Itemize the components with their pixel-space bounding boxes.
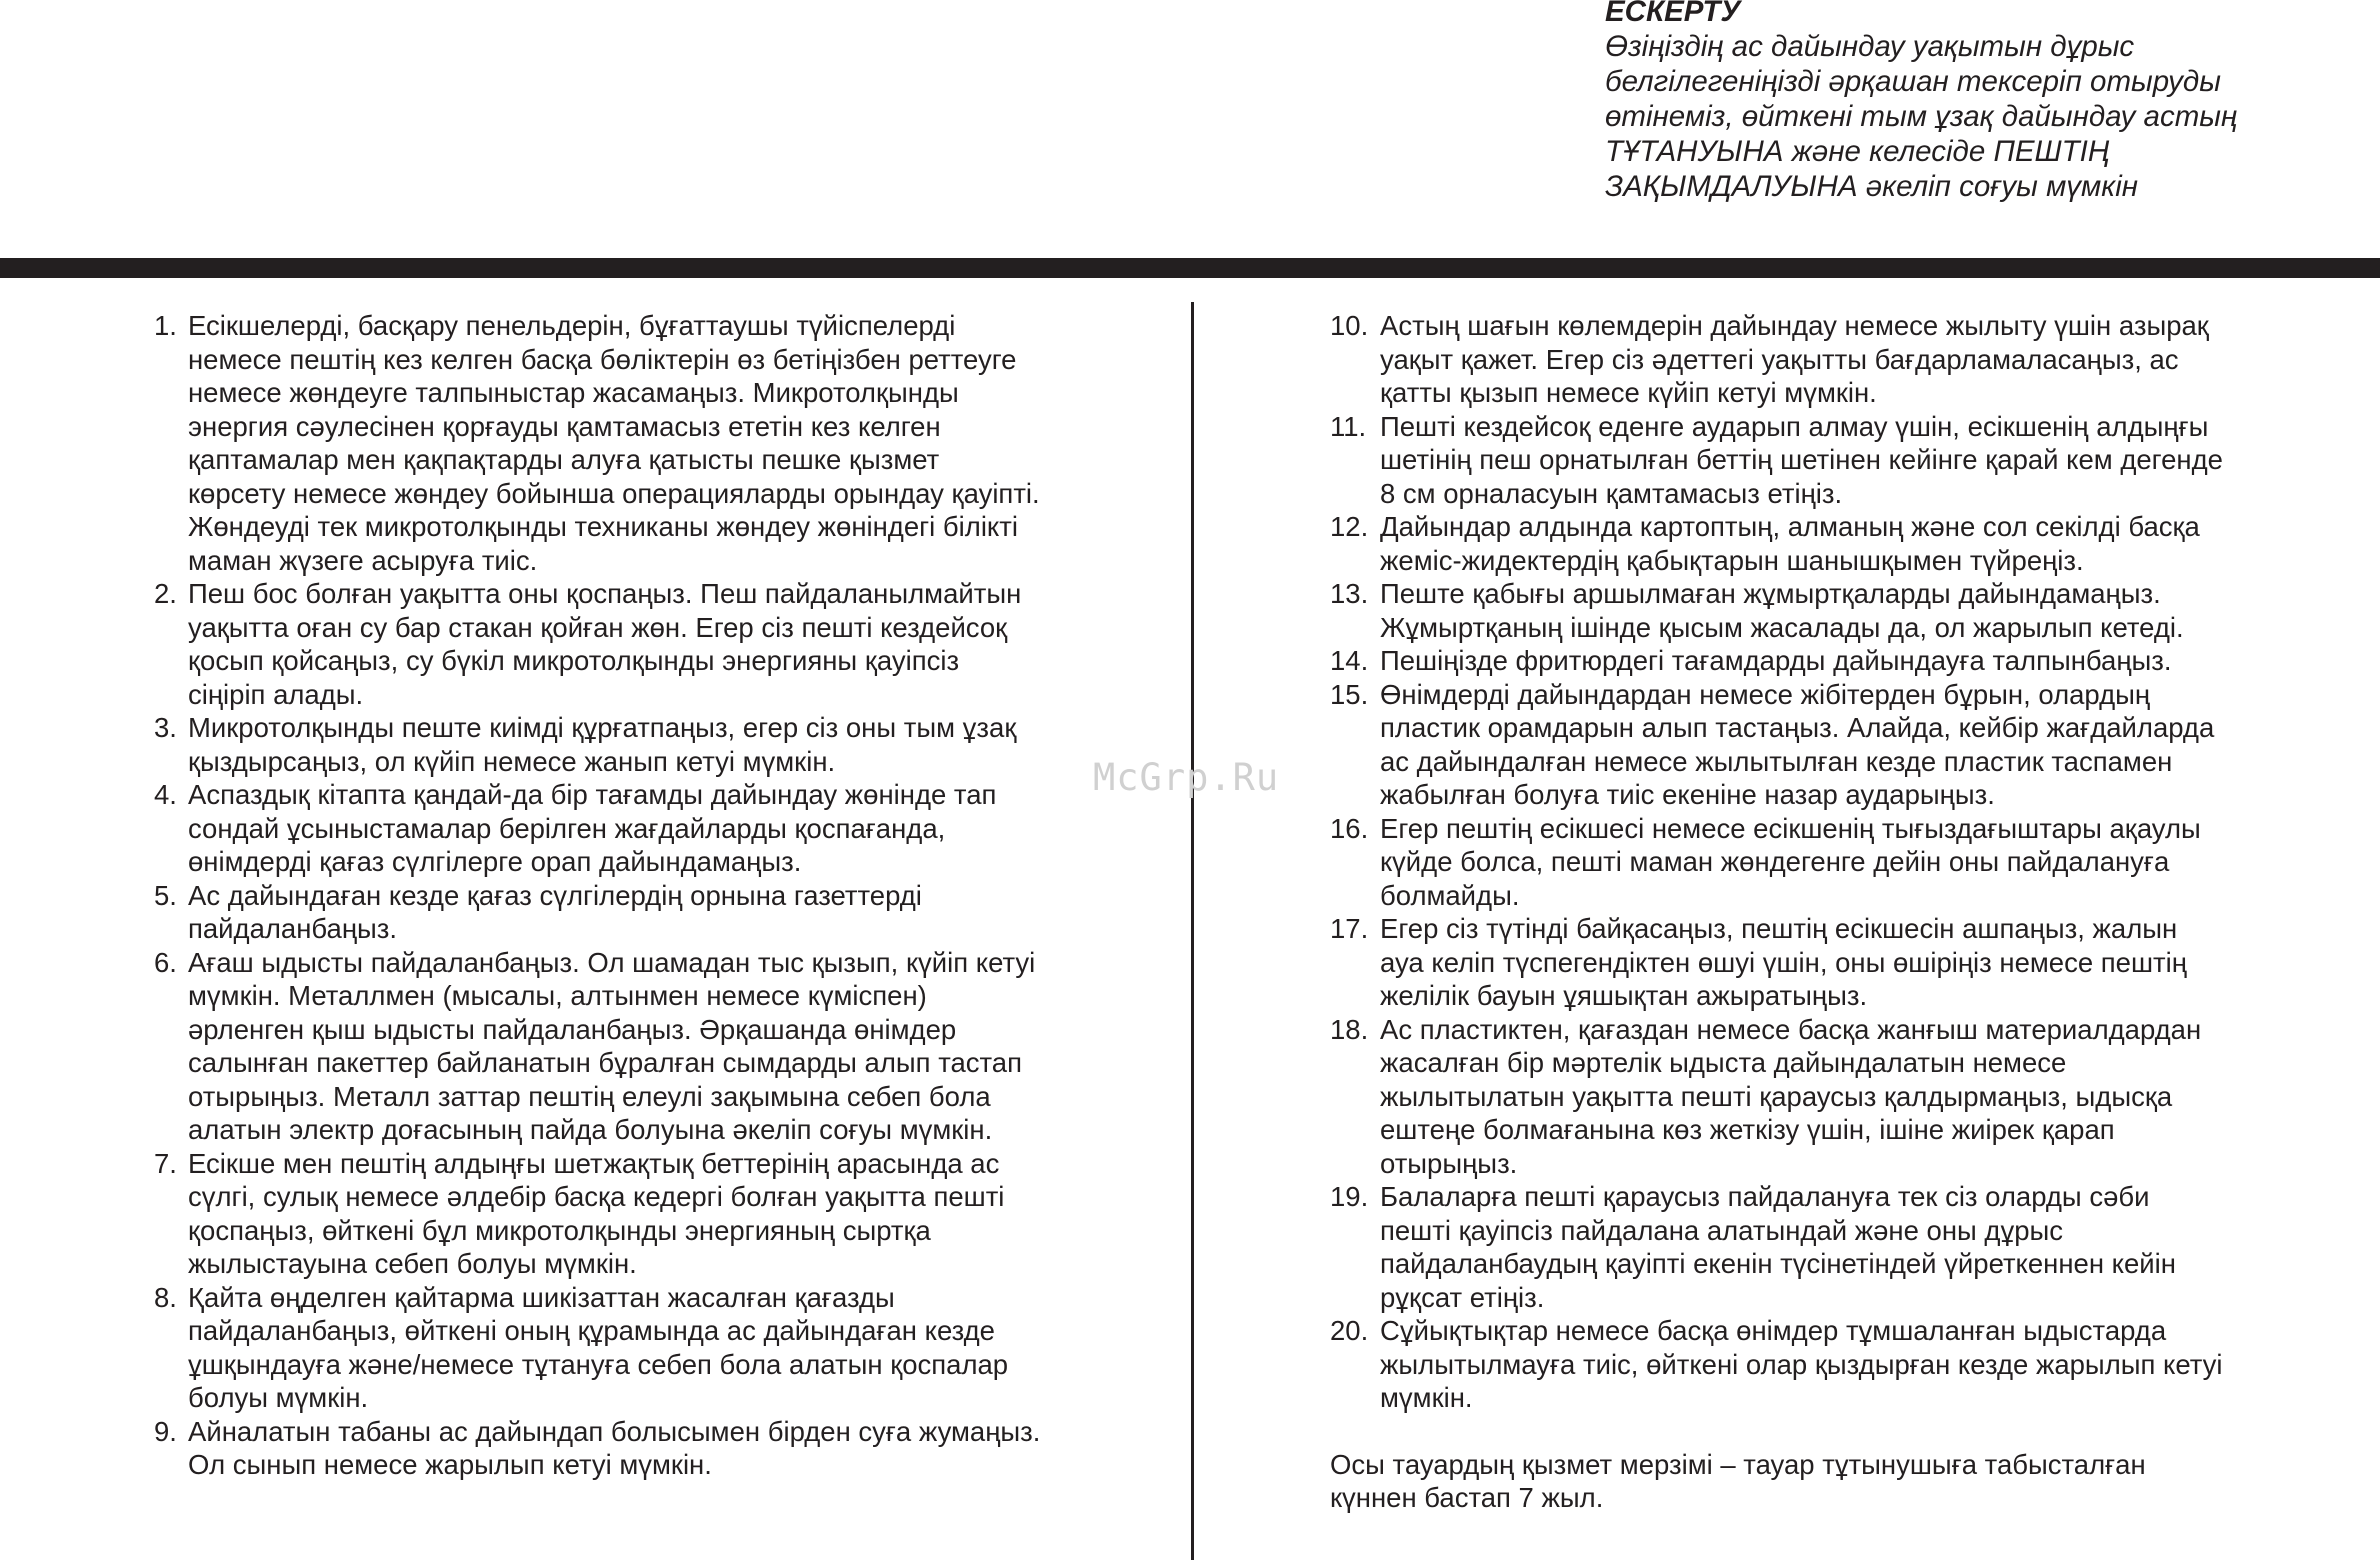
item-line: ештеңе болмағанына көз жеткізу үшін, ішіне жиірек қарап (1380, 1114, 2115, 1145)
list-item (1330, 410, 2305, 511)
item-line: Қайта өңделген қайтарма шикізаттан жасалған қағазды (188, 1281, 895, 1313)
item-line: әрленген қыш ыдысты пайдаланбаңыз. Әрқашанда өнімдер (188, 1013, 957, 1045)
item-line: жылытылатын уақытта пешті қараусыз қалдырмаңыз, ыдысқа (1380, 1080, 2173, 1112)
item-line: көрсету немесе жөндеу бойынша операцияларды орындау қауіпті. (188, 477, 1040, 509)
item-line: шетінің пеш орнатылған беттің шетінен кейінге қарай кем дегенде (1380, 444, 2223, 475)
item-line: сіңіріп алады. (188, 678, 364, 710)
item-line: Айналатын табаны ас дайындап болысымен бірден суға жумаңыз. (188, 1415, 1041, 1447)
item-line: желілік бауын ұяшықтан ажыратыңыз. (1380, 980, 1868, 1011)
list-item (1330, 309, 2305, 410)
list-item (154, 879, 1144, 946)
item-line: Егер сіз түтінді байқасаңыз, пештің есікшесін ашпаңыз, жалын (1380, 913, 2178, 944)
item-line: Пеш бос болған уақытта оны қоспаңыз. Пеш пайдаланылмайтын (188, 578, 1022, 609)
item-line: қоспаңыз, өйткені бұл микротолқынды энергияның сыртқа (188, 1214, 931, 1246)
list-item (154, 577, 1144, 711)
watermark: McGrp.Ru (1093, 756, 1280, 799)
item-number: 4. (154, 779, 177, 810)
column-divider (1191, 302, 1194, 1560)
left-column (154, 309, 1144, 1482)
item-line: Пеште қабығы аршылмаған жұмыртқаларды дайындамаңыз. (1380, 578, 2161, 609)
item-line: жылыстауына себеп болуы мүмкін. (188, 1248, 637, 1279)
item-line: жеміс-жидектердің қабықтарын шанышқымен түйреңіз. (1380, 544, 2084, 576)
item-line: мүмкін. (1380, 1382, 1473, 1413)
item-line: Егер пештің есікшесі немесе есікшенің тығыздағыштары ақаулы (1380, 812, 2201, 844)
list-item (1330, 510, 2305, 577)
item-number: 18. (1330, 1013, 1369, 1045)
item-line: Есікше мен пештің алдыңғы шетжақтық беттерінің арасында ас (188, 1147, 1000, 1179)
right-column (1330, 309, 2305, 1515)
item-number: 15. (1330, 678, 1369, 710)
footer-line: күннен бастап 7 жыл. (1330, 1482, 1604, 1513)
item-number: 6. (154, 946, 177, 978)
item-number: 9. (154, 1415, 177, 1447)
item-number: 3. (154, 712, 177, 743)
item-line: Өнімдерді дайындардан немесе жібітерден бұрын, олардың (1380, 678, 2151, 710)
item-number: 13. (1330, 578, 1369, 609)
item-line: Жөндеуді тек микротолқынды техниканы жөндеу жөніндегі білікті (188, 511, 1018, 542)
item-line: Есікшелерді, басқару пенельдерін, бұғаттаушы түйіспелерді (188, 310, 956, 341)
item-line: сондай ұсыныстамалар берілген жағдайларды қоспағанда, (188, 812, 946, 844)
list-item (154, 1281, 1144, 1415)
item-line: уақыт қажет. Егер сіз әдеттегі уақытты бағдарламаласаңыз, ас (1380, 343, 2179, 375)
item-line: қаптамалар мен қақпақтарды алуға қатысты пешке қызмет (188, 444, 940, 475)
item-line: жасалған бір мәртелік ыдыста дайындалатын немесе (1380, 1047, 2067, 1078)
list-item (1330, 1180, 2305, 1314)
item-line: Микротолқынды пеште киімді құрғатпаңыз, егер сіз оны тым ұзақ (188, 712, 1017, 743)
item-line: маман жүзеге асыруға тиіс. (188, 544, 538, 576)
item-line: қатты қызып немесе күйіп кетуі мүмкін. (1380, 377, 1877, 408)
list-item (1330, 678, 2305, 812)
item-line: энергия сәулесінен қорғауды қамтамасыз ететін кез келген (188, 410, 941, 442)
footer-line: Осы тауардың қызмет мерзімі – тауар тұтынушыға табысталған (1330, 1448, 2146, 1480)
item-number: 12. (1330, 511, 1369, 542)
item-line: немесе пештің кез келген басқа бөліктерін өз бетіңізбен реттеуге (188, 343, 1017, 375)
item-number: 19. (1330, 1181, 1369, 1212)
item-line: Балаларға пешті қараусыз пайдалануға тек сіз оларды сәби (1380, 1181, 2150, 1212)
item-line: пайдаланбаңыз. (188, 913, 398, 944)
item-line: Пешті кездейсоқ еденге аударып алмау үшін, есікшенің алдыңғы (1380, 410, 2209, 442)
item-line: өнімдерді қағаз сүлгілерге орап дайындамаңыз. (188, 846, 802, 877)
warning-line: ЗАҚЫМДАЛУЫНА әкеліп соғуы мүмкін (1605, 170, 2138, 203)
item-line: салынған пакеттер байланатын бұралған сымдарды алып тастап (188, 1047, 1022, 1078)
item-line: Сұйықтықтар немесе басқа өнімдер тұмшаланған ыдыстарда (1380, 1315, 2167, 1346)
item-line: болмайды. (1380, 879, 1520, 911)
list-item (1330, 1013, 2305, 1181)
item-line: пешті қауіпсіз пайдалана алатындай және оны дұрыс (1380, 1214, 2064, 1246)
list-item (154, 1147, 1144, 1281)
item-number: 7. (154, 1147, 177, 1179)
item-number: 16. (1330, 812, 1369, 844)
item-line: қосып қойсаңыз, су бүкіл микротолқынды энергияны қауіпсіз (188, 645, 960, 676)
warning-note (1605, 0, 2345, 204)
list-item (1330, 912, 2305, 1013)
item-line: ас дайындалған немесе жылытылған кезде пластик таспамен (1380, 745, 2173, 777)
warning-title: ЕСКЕРТУ (1605, 0, 1741, 28)
item-line: қыздырсаңыз, ол күйіп немесе жанып кетуі мүмкін. (188, 745, 836, 777)
item-line: Дайындар алдында картоптың, алманың және сол секілді басқа (1380, 511, 2200, 542)
item-line: мүмкін. Металлмен (мысалы, алтынмен немесе күміспен) (188, 980, 927, 1011)
list-item (154, 778, 1144, 879)
list-item (154, 946, 1144, 1147)
item-line: 8 см орналасуын қамтамасыз етіңіз. (1380, 477, 1843, 509)
item-line: Ас дайындаған кезде қағаз сүлгілердің орнына газеттерді (188, 879, 922, 911)
warning-line: өтінеміз, өйткені тым ұзақ дайындау астың (1605, 100, 2238, 133)
list-item (154, 711, 1144, 778)
item-line: Аспаздық кітапта қандай-да бір тағамды дайындау жөнінде тап (188, 779, 997, 810)
list-item (154, 1415, 1144, 1482)
item-line: күйде болса, пешті маман жөндегенге дейін оны пайдалануға (1380, 846, 2170, 877)
item-line: немесе жөндеуге талпыныстар жасамаңыз. Микротолқынды (188, 377, 959, 408)
warning-line: ТҰТАНУЫНА және келесіде ПЕШТІҢ (1605, 135, 2110, 168)
warning-line: белгілегеніңізді әрқашан тексеріп отыруды (1605, 65, 2221, 98)
item-line: Ағаш ыдысты пайдаланбаңыз. Ол шамадан тыс қызып, күйіп кетуі (188, 946, 1036, 978)
item-line: жылытылмауға тиіс, өйткені олар қыздырған кезде жарылып кетуі (1380, 1348, 2223, 1380)
item-line: рұқсат етіңіз. (1380, 1281, 1545, 1313)
item-number: 8. (154, 1281, 177, 1313)
warning-line: Өзіңіздің ас дайындау уақытын дұрыс (1605, 30, 2135, 63)
item-line: Ол сынып немесе жарылып кетуі мүмкін. (188, 1449, 712, 1480)
list-item (1330, 812, 2305, 913)
list-item (1330, 644, 2305, 678)
item-line: отырыңыз. (1380, 1147, 1518, 1179)
item-line: уақытта оған су бар стакан қойған жөн. Егер сіз пешті кездейсоқ (188, 611, 1008, 643)
item-number: 14. (1330, 645, 1369, 676)
item-line: алатын электр доғасының пайда болуына әкеліп соғуы мүмкін. (188, 1114, 993, 1145)
item-line: Ас пластиктен, қағаздан немесе басқа жанғыш материалдардан (1380, 1013, 2202, 1045)
list-item (1330, 1314, 2305, 1415)
item-line: пайдаланбаңыз, өйткені оның құрамында ас дайындаған кезде (188, 1315, 995, 1346)
right-items-list (1330, 309, 2305, 1415)
item-number: 5. (154, 879, 177, 911)
item-number: 20. (1330, 1315, 1369, 1346)
item-number: 17. (1330, 913, 1369, 944)
list-item (154, 309, 1144, 577)
item-line: пайдаланбаудың қауіпті екенін түсінетіндей үйреткеннен кейін (1380, 1248, 2176, 1279)
item-line: ұшқындауға және/немесе тұтануға себеп бола алатын қоспалар (188, 1348, 1009, 1380)
item-line: сүлгі, сулық немесе әлдебір басқа кедергі болған уақытта пешті (188, 1181, 1005, 1212)
item-number: 2. (154, 578, 177, 609)
item-line: отырыңыз. Металл заттар пештің елеулі зақымына себеп бола (188, 1080, 991, 1112)
horizontal-rule (0, 258, 2380, 278)
item-line: ауа келіп түспегендіктен өшуі үшін, оны өшіріңіз немесе пештің (1380, 946, 2187, 978)
item-line: болуы мүмкін. (188, 1382, 369, 1413)
item-number: 1. (154, 310, 177, 341)
list-item (1330, 577, 2305, 644)
item-line: Пешіңізде фритюрдегі тағамдарды дайындауға талпынбаңыз. (1380, 645, 2172, 676)
service-life-note (1330, 1448, 2305, 1515)
item-line: Жұмыртқаның ішінде қысым жасалады да, ол жарылып кетеді. (1380, 611, 2184, 643)
item-line: Астың шағын көлемдерін дайындау немесе жылыту үшін азырақ (1380, 310, 2209, 341)
item-line: жабылған болуға тиіс екеніне назар аударыңыз. (1380, 779, 1995, 810)
item-number: 11. (1330, 410, 1367, 442)
item-line: пластик орамдарын алып тастаңыз. Алайда, кейбір жағдайларда (1380, 712, 2215, 743)
item-number: 10. (1330, 310, 1369, 341)
